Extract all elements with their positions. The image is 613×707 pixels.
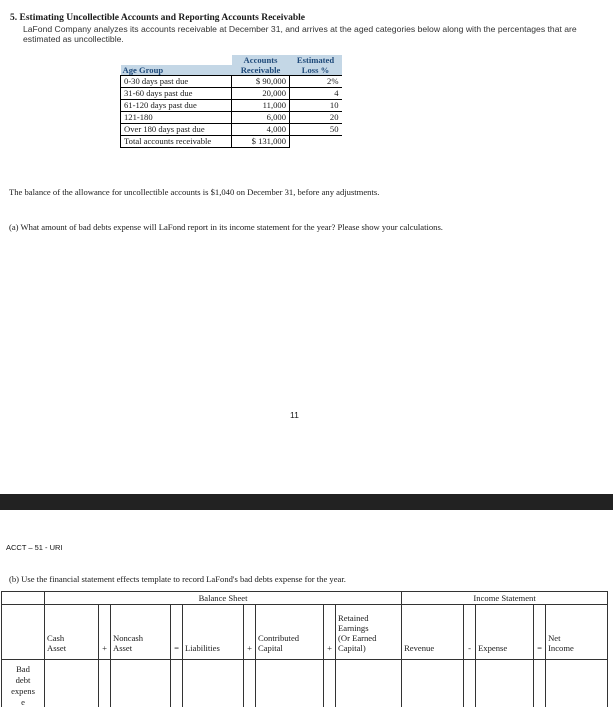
table-row (121, 112, 342, 124)
amount-cell: 4,000 (232, 124, 290, 136)
revenue-entry[interactable] (402, 660, 464, 707)
loss-cell: 50 (290, 124, 342, 136)
retained-earnings-header: Retained Earnings (Or Earned Capital) (336, 605, 402, 660)
aging-header-top (121, 55, 342, 65)
income-statement-header: Income Statement (402, 592, 608, 605)
course-label: ACCT – 51 - URI (6, 543, 63, 552)
age-group-cell: 0-30 days past due (121, 76, 232, 88)
liabilities-header: Liabilities (183, 605, 244, 660)
table-row (121, 76, 342, 88)
page-number: 11 (290, 410, 299, 420)
expense-header: Expense (476, 605, 534, 660)
plus-operator: + (324, 605, 336, 660)
noncash-asset-header: Noncash Asset (111, 605, 171, 660)
loss-header-line2: Loss % (290, 65, 342, 76)
loss-cell: 10 (290, 100, 342, 112)
total-amount: $ 131,000 (232, 136, 290, 148)
age-group-cell: 61-120 days past due (121, 100, 232, 112)
contributed-capital-entry[interactable] (256, 660, 324, 707)
table-row (121, 124, 342, 136)
page-divider (0, 494, 613, 510)
effects-template (1, 591, 608, 707)
revenue-header: Revenue (402, 605, 464, 660)
net-income-header: Net Income (546, 605, 608, 660)
receivable-header-line1: Accounts (232, 55, 290, 65)
plus-operator: + (244, 605, 256, 660)
bad-debt-row-label: Bad debt expens e (2, 660, 45, 707)
template-column-headers (2, 605, 608, 660)
amount-cell: 11,000 (232, 100, 290, 112)
cash-asset-header: Cash Asset (45, 605, 99, 660)
loss-cell: 2% (290, 76, 342, 88)
document-page-2 (0, 510, 613, 707)
plus-operator: + (99, 605, 111, 660)
question-title: 5. Estimating Uncollectible Accounts and Reporting Accounts Receivable (10, 13, 306, 23)
amount-cell: 20,000 (232, 88, 290, 100)
amount-cell: 6,000 (232, 112, 290, 124)
net-income-entry[interactable] (546, 660, 608, 707)
loss-cell: 4 (290, 88, 342, 100)
age-group-cell: 31-60 days past due (121, 88, 232, 100)
question-intro: LaFond Company analyzes its accounts receivable at December 31, and arrives at the aged categories below along with the percentages that are estimated as uncollectible. (23, 24, 577, 44)
minus-operator: - (464, 605, 476, 660)
part-b-question: (b) Use the financial statement effects template to record LaFond's bad debts expense for the year. (9, 574, 346, 584)
aging-table (120, 55, 342, 148)
contributed-capital-header: Contributed Capital (256, 605, 324, 660)
age-group-header: Age Group (121, 65, 232, 76)
amount-cell: $ 90,000 (232, 76, 290, 88)
age-group-cell: 121-180 (121, 112, 232, 124)
expense-entry[interactable] (476, 660, 534, 707)
table-row (121, 88, 342, 100)
equals-operator: = (534, 605, 546, 660)
liabilities-entry[interactable] (183, 660, 244, 707)
template-group-header (2, 592, 608, 605)
age-group-cell: Over 180 days past due (121, 124, 232, 136)
table-row (121, 100, 342, 112)
aging-header-bottom (121, 65, 342, 76)
bad-debt-row (2, 660, 608, 707)
noncash-asset-entry[interactable] (111, 660, 171, 707)
receivable-header-line2: Receivable (232, 65, 290, 76)
retained-earnings-entry[interactable] (336, 660, 402, 707)
loss-header-line1: Estimated (290, 55, 342, 65)
allowance-statement: The balance of the allowance for uncollectible accounts is $1,040 on December 31, before any adjustments. (9, 187, 380, 197)
cash-asset-entry[interactable] (45, 660, 99, 707)
total-row (121, 136, 342, 148)
balance-sheet-header: Balance Sheet (45, 592, 402, 605)
loss-cell: 20 (290, 112, 342, 124)
total-label: Total accounts receivable (121, 136, 232, 148)
part-a-question: (a) What amount of bad debts expense will LaFond report in its income statement for the year? Please show your calculations. (9, 222, 443, 232)
equals-operator: = (171, 605, 183, 660)
